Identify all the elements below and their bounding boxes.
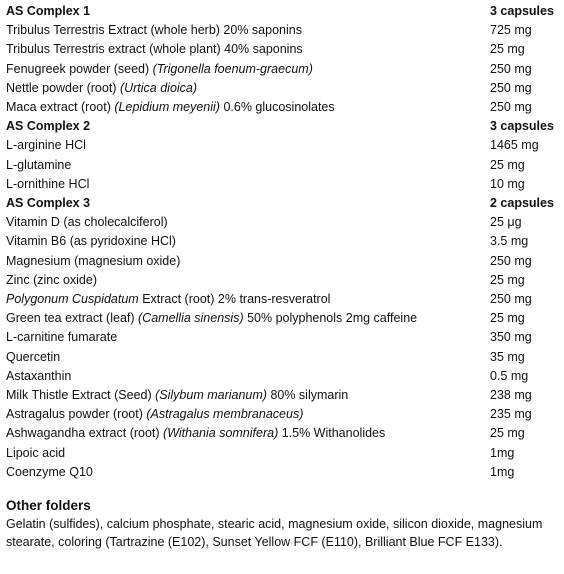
ingredient-row — [6, 252, 558, 271]
ingredient-latin-name: (Trigonella foenum-graecum) — [152, 61, 313, 76]
ingredient-name-text: Tribulus Terrestris extract (whole plant) 40% saponins — [6, 42, 303, 57]
section-title: AS Complex 3 — [6, 196, 91, 211]
ingredient-amount: 10 mg — [490, 176, 525, 191]
ingredient-row — [6, 60, 558, 79]
ingredient-name-text: Astaxanthin — [6, 368, 72, 383]
ingredient-name — [6, 98, 490, 117]
ingredient-name-text: Fenugreek powder (seed) — [6, 61, 153, 76]
ingredient-row — [6, 175, 558, 194]
ingredient-name-text: L-ornithine HCl — [6, 176, 90, 191]
ingredient-amount: 3.5 mg — [490, 234, 529, 249]
ingredient-name-suffix: Extract (root) 2% trans-resveratrol — [138, 292, 331, 307]
ingredient-name-text: Vitamin D (as cholecalciferol) — [6, 215, 168, 230]
ingredient-amount: 350 mg — [490, 330, 532, 345]
ingredient-amount: 25 μg — [490, 215, 522, 230]
ingredient-name — [6, 328, 490, 347]
ingredient-row — [6, 386, 558, 405]
ingredient-row — [6, 290, 558, 309]
ingredient-row — [6, 309, 558, 328]
ingredient-amount: 250 mg — [490, 292, 532, 307]
ingredient-amount: 250 mg — [490, 80, 532, 95]
ingredient-amount: 25 mg — [490, 426, 525, 441]
ingredient-latin-name: (Camellia sinensis) — [138, 311, 244, 326]
ingredient-row — [6, 21, 558, 40]
ingredient-amount: 1465 mg — [490, 138, 539, 153]
ingredient-amount: 725 mg — [490, 23, 532, 38]
ingredient-name-text: Ashwagandha extract (root) — [6, 426, 164, 441]
ingredient-name — [6, 348, 490, 367]
section-title: AS Complex 1 — [6, 4, 91, 18]
ingredient-row — [6, 444, 558, 463]
ingredient-amount: 250 mg — [490, 253, 532, 268]
ingredient-name-suffix: 0.6% glucosinolates — [219, 100, 335, 115]
ingredient-row — [6, 213, 558, 232]
ingredient-name-text: Nettle powder (root) — [6, 80, 120, 95]
ingredient-row — [6, 156, 558, 175]
ingredient-name-text: L-arginine HCl — [6, 138, 86, 153]
ingredient-latin-name: (Lepidium meyenii) — [114, 100, 220, 115]
other-ingredients-text: Gelatin (sulfides), calcium phosphate, stearic acid, magnesium oxide, silicon dioxide, magnesium stearate, coloring (Tartrazine (E102), Sunset Yellow FCF (E110), Brilliant Blue FCF E133). — [6, 517, 543, 549]
ingredient-latin-name: (Urtica dioica) — [119, 80, 198, 95]
ingredient-name — [6, 290, 490, 309]
section-header — [6, 2, 558, 21]
ingredient-name-suffix: 80% silymarin — [266, 388, 349, 403]
ingredient-amount: 250 mg — [490, 100, 532, 115]
ingredient-name-text: Maca extract (root) — [6, 100, 115, 115]
ingredient-row — [6, 98, 558, 117]
ingredient-name — [6, 444, 490, 463]
ingredient-name — [6, 424, 490, 443]
ingredient-name — [6, 136, 490, 155]
ingredient-amount: 1mg — [490, 464, 515, 479]
ingredient-latin-name: (Astragalus membranaceus) — [146, 407, 304, 422]
ingredient-name-text: Green tea extract (leaf) — [6, 311, 139, 326]
ingredient-row — [6, 136, 558, 155]
ingredient-latin-name: (Withania somnifera) — [163, 426, 279, 441]
ingredient-row — [6, 328, 558, 347]
ingredient-name-text: Milk Thistle Extract (Seed) — [6, 388, 156, 403]
ingredient-row — [6, 79, 558, 98]
ingredient-amount: 25 mg — [490, 272, 525, 287]
ingredient-name — [6, 21, 490, 40]
ingredient-name-text: Magnesium (magnesium oxide) — [6, 253, 181, 268]
ingredient-amount: 25 mg — [490, 311, 525, 326]
ingredient-amount: 238 mg — [490, 388, 532, 403]
ingredient-amount: 1mg — [490, 445, 515, 460]
ingredient-row — [6, 367, 558, 386]
ingredient-row — [6, 424, 558, 443]
other-ingredients — [6, 497, 558, 551]
ingredient-name — [6, 40, 490, 59]
ingredient-row — [6, 40, 558, 59]
ingredient-amount: 25 mg — [490, 42, 525, 57]
ingredient-name-text: L-glutamine — [6, 157, 72, 172]
ingredient-name — [6, 367, 490, 386]
ingredient-latin-name: (Silybum marianum) — [155, 388, 267, 403]
ingredient-name — [6, 60, 490, 79]
ingredient-name-text: Vitamin B6 (as pyridoxine HCl) — [6, 234, 176, 249]
ingredient-amount: 250 mg — [490, 61, 532, 76]
ingredient-name-text: Lipoic acid — [6, 445, 66, 460]
section-dose: 3 capsules — [490, 4, 554, 18]
ingredient-name-suffix: 50% polyphenols 2mg caffeine — [243, 311, 418, 326]
ingredient-name — [6, 232, 490, 251]
section-header — [6, 117, 558, 136]
ingredients-table — [6, 2, 558, 482]
ingredient-name-text: Coenzyme Q10 — [6, 464, 93, 479]
ingredient-name-text: Zinc (zinc oxide) — [6, 272, 97, 287]
ingredient-name-suffix: 1.5% Withanolides — [278, 426, 386, 441]
ingredient-row — [6, 463, 558, 482]
ingredient-amount: 0.5 mg — [490, 368, 529, 383]
ingredient-row — [6, 405, 558, 424]
ingredient-name — [6, 156, 490, 175]
ingredient-row — [6, 232, 558, 251]
section-header — [6, 194, 558, 213]
ingredient-name — [6, 175, 490, 194]
ingredient-name — [6, 79, 490, 98]
ingredient-name-text: L-carnitine fumarate — [6, 330, 118, 345]
ingredient-name — [6, 386, 490, 405]
section-title: AS Complex 2 — [6, 119, 91, 134]
ingredient-latin-name: Polygonum Cuspidatum — [6, 292, 139, 307]
ingredient-name-text: Astragalus powder (root) — [6, 407, 147, 422]
ingredient-amount: 235 mg — [490, 407, 532, 422]
ingredient-name — [6, 309, 490, 328]
ingredient-name-text: Tribulus Terrestris Extract (whole herb) 20% saponins — [6, 23, 302, 38]
ingredient-name — [6, 405, 490, 424]
other-ingredients-title: Other folders — [6, 498, 91, 513]
section-dose: 2 capsules — [490, 196, 554, 211]
ingredient-name — [6, 252, 490, 271]
ingredient-name — [6, 463, 490, 482]
section-dose: 3 capsules — [490, 119, 554, 134]
ingredient-name-text: Quercetin — [6, 349, 61, 364]
ingredient-row — [6, 271, 558, 290]
ingredient-row — [6, 348, 558, 367]
ingredient-amount: 25 mg — [490, 157, 525, 172]
ingredient-name — [6, 213, 490, 232]
ingredient-amount: 35 mg — [490, 349, 525, 364]
ingredient-name — [6, 271, 490, 290]
